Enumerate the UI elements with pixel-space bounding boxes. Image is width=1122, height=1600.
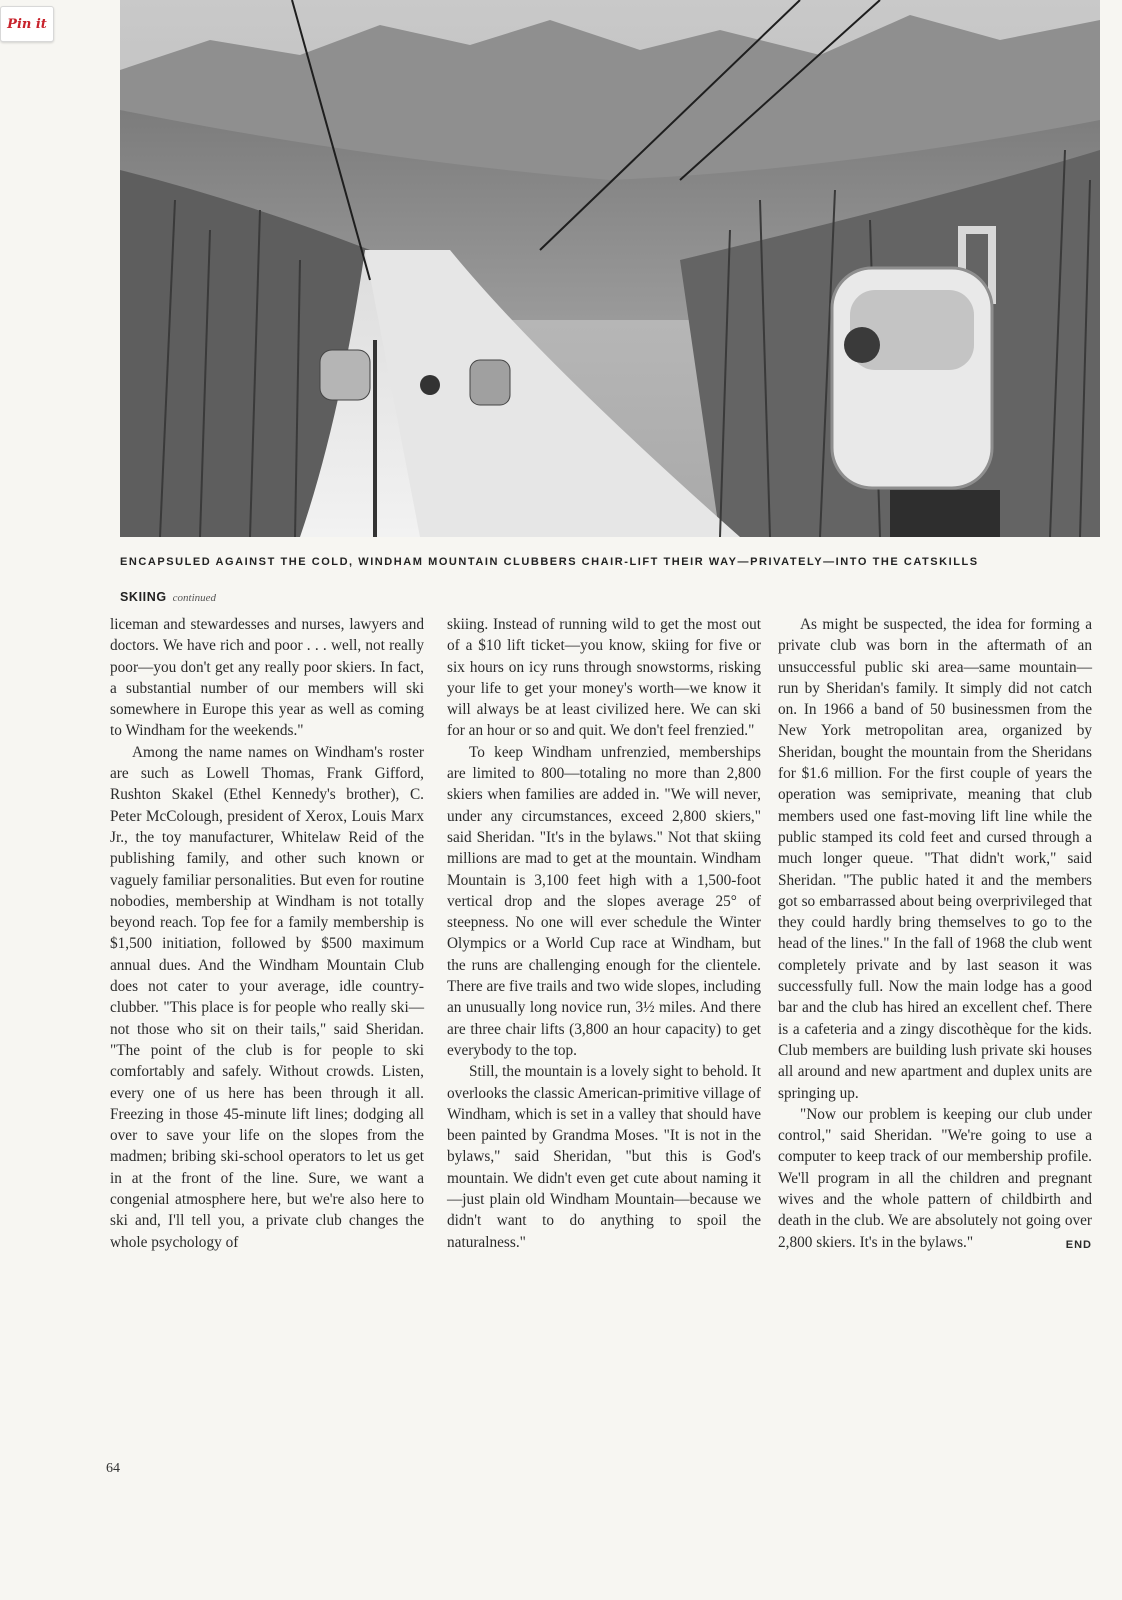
section-heading bbox=[120, 590, 216, 604]
paragraph: To keep Windham unfrenzied, memberships are limited to 800—totaling no more than 2,800 skiers when families are added in. "We will never, under any circumstances, exceed 2,800 skiers," said Sheridan. "It's in the bylaws." Not that skiing millions are mad to get at the mountain. Windham Mountain is 3,100 feet high with a 1,500-foot vertical drop and the slopes average 25° of steepness. No one will ever schedule the Winter Olympics or a World Cup race at Windham, but the runs are challenging enough for the clientele. There are five trails and two wide slopes, including an unusually long novice run, 3½ miles. And there are three chair lifts (3,800 an hour capacity) to get everybody to the top. bbox=[447, 743, 761, 1059]
continued-label: continued bbox=[172, 592, 217, 604]
article-column-3 bbox=[778, 614, 1092, 1256]
paragraph: Still, the mountain is a lovely sight to behold. It overlooks the classic American-primitive village of Windham, which is set in a valley that should have been painted by Grandma Moses. "It is not in the bylaws," said Sheridan, "but this is God's mountain. We didn't even get cute about naming it—just plain old Windham Mountain—because we didn't want to do anything to spoil the naturalness." bbox=[447, 1063, 761, 1251]
end-mark: END bbox=[1065, 1238, 1092, 1251]
paragraph-text: "Now our problem is keeping our club under control," said Sheridan. "We're going to use a computer to keep track of our membership profile. We'll program in all the children and pregnant wives and the whole pattern of childbirth and death in the club. We are absolutely not going over 2,800 skiers. It's in the bylaws." bbox=[778, 1105, 1092, 1251]
paragraph bbox=[778, 1104, 1092, 1253]
paragraph: As might be suspected, the idea for forming a private club was born in the aftermath of an unsuccessful public ski area—same mountain—run by Sheridan's family. It simply did not catch on. In 1966 a band of 50 businessmen from the New York metropolitan area, organized by Sheridan, bought the mountain from the Sheridans for $1.6 million. For the first couple of years the operation was semiprivate, meaning that club members used one fast-moving lift line while the public stamped its cold feet and cursed through a much longer queue. "That didn't work," said Sheridan. "The public hated it and the members got so embarrassed about being overprivileged that they could hardly bring themselves to go to the head of the lines." In the fall of 1968 the club went completely private and by last season it was successfully full. Now the main lodge has a good bar and the club has hired an excellent chef. There is a cafeteria and a zingy discothèque for the kids. Club members are building lush private ski houses all around and new apartment and duplex units are springing up. bbox=[778, 616, 1092, 1102]
paragraph: liceman and stewardesses and nurses, lawyers and doctors. We have rich and poor . . . well, not really poor—you don't get any really poor skiers. In fact, a substantial number of our members will ski somewhere in Europe this year as well as coming to Windham for the weekends." bbox=[110, 616, 424, 740]
ski-chairlift-photo-icon bbox=[120, 0, 1100, 537]
article-column-2 bbox=[447, 614, 761, 1253]
section-title: SKIING bbox=[120, 590, 167, 604]
pin-it-button[interactable]: Pin it bbox=[0, 6, 54, 42]
paragraph: Among the name names on Windham's roster are such as Lowell Thomas, Frank Gifford, Rushton Skakel (Ethel Kennedy's brother), C. Peter McColough, president of Xerox, Louis Marx Jr., the toy manufacturer, Whitelaw Reid of the publishing family, and other such known or vaguely familiar personalities. But even for routine nobodies, membership at Windham is not totally beyond reach. Top fee for a family membership is $1,500 initiation, followed by $500 maximum annual dues. And the Windham Mountain Club does not cater to your average, idle country-clubber. "This place is for people who really ski—not those who sit on their tails," said Sheridan. "The point of the club is for people to ski comfortably and safely. Without crowds. Listen, every one of us here has been through it all. Freezing in those 45-minute lift lines; dodging all over to save your life on the slopes from the madmen; bribing ski-school operators to let us get in at the front of the line. Sure, we want a congenial atmosphere here, but we're also here to ski and, I'll tell you, a private club changes the whole psychology of bbox=[110, 743, 424, 1251]
paragraph: skiing. Instead of running wild to get the most out of a $10 lift ticket—you know, skiing for five or six hours on icy runs through snowstorms, risking your life to get your money's worth—we know it will always be at least civilized here. We can ski for an hour or so and quit. We don't feel frenzied." bbox=[447, 616, 761, 740]
photo-caption: ENCAPSULED AGAINST THE COLD, WINDHAM MOUNTAIN CLUBBERS CHAIR-LIFT THEIR WAY—PRIVATELY—INTO THE CATSKILLS bbox=[120, 556, 979, 568]
page-number: 64 bbox=[106, 1461, 120, 1476]
article-column-1 bbox=[110, 614, 424, 1253]
ski-chairlift-photo bbox=[120, 0, 1100, 537]
